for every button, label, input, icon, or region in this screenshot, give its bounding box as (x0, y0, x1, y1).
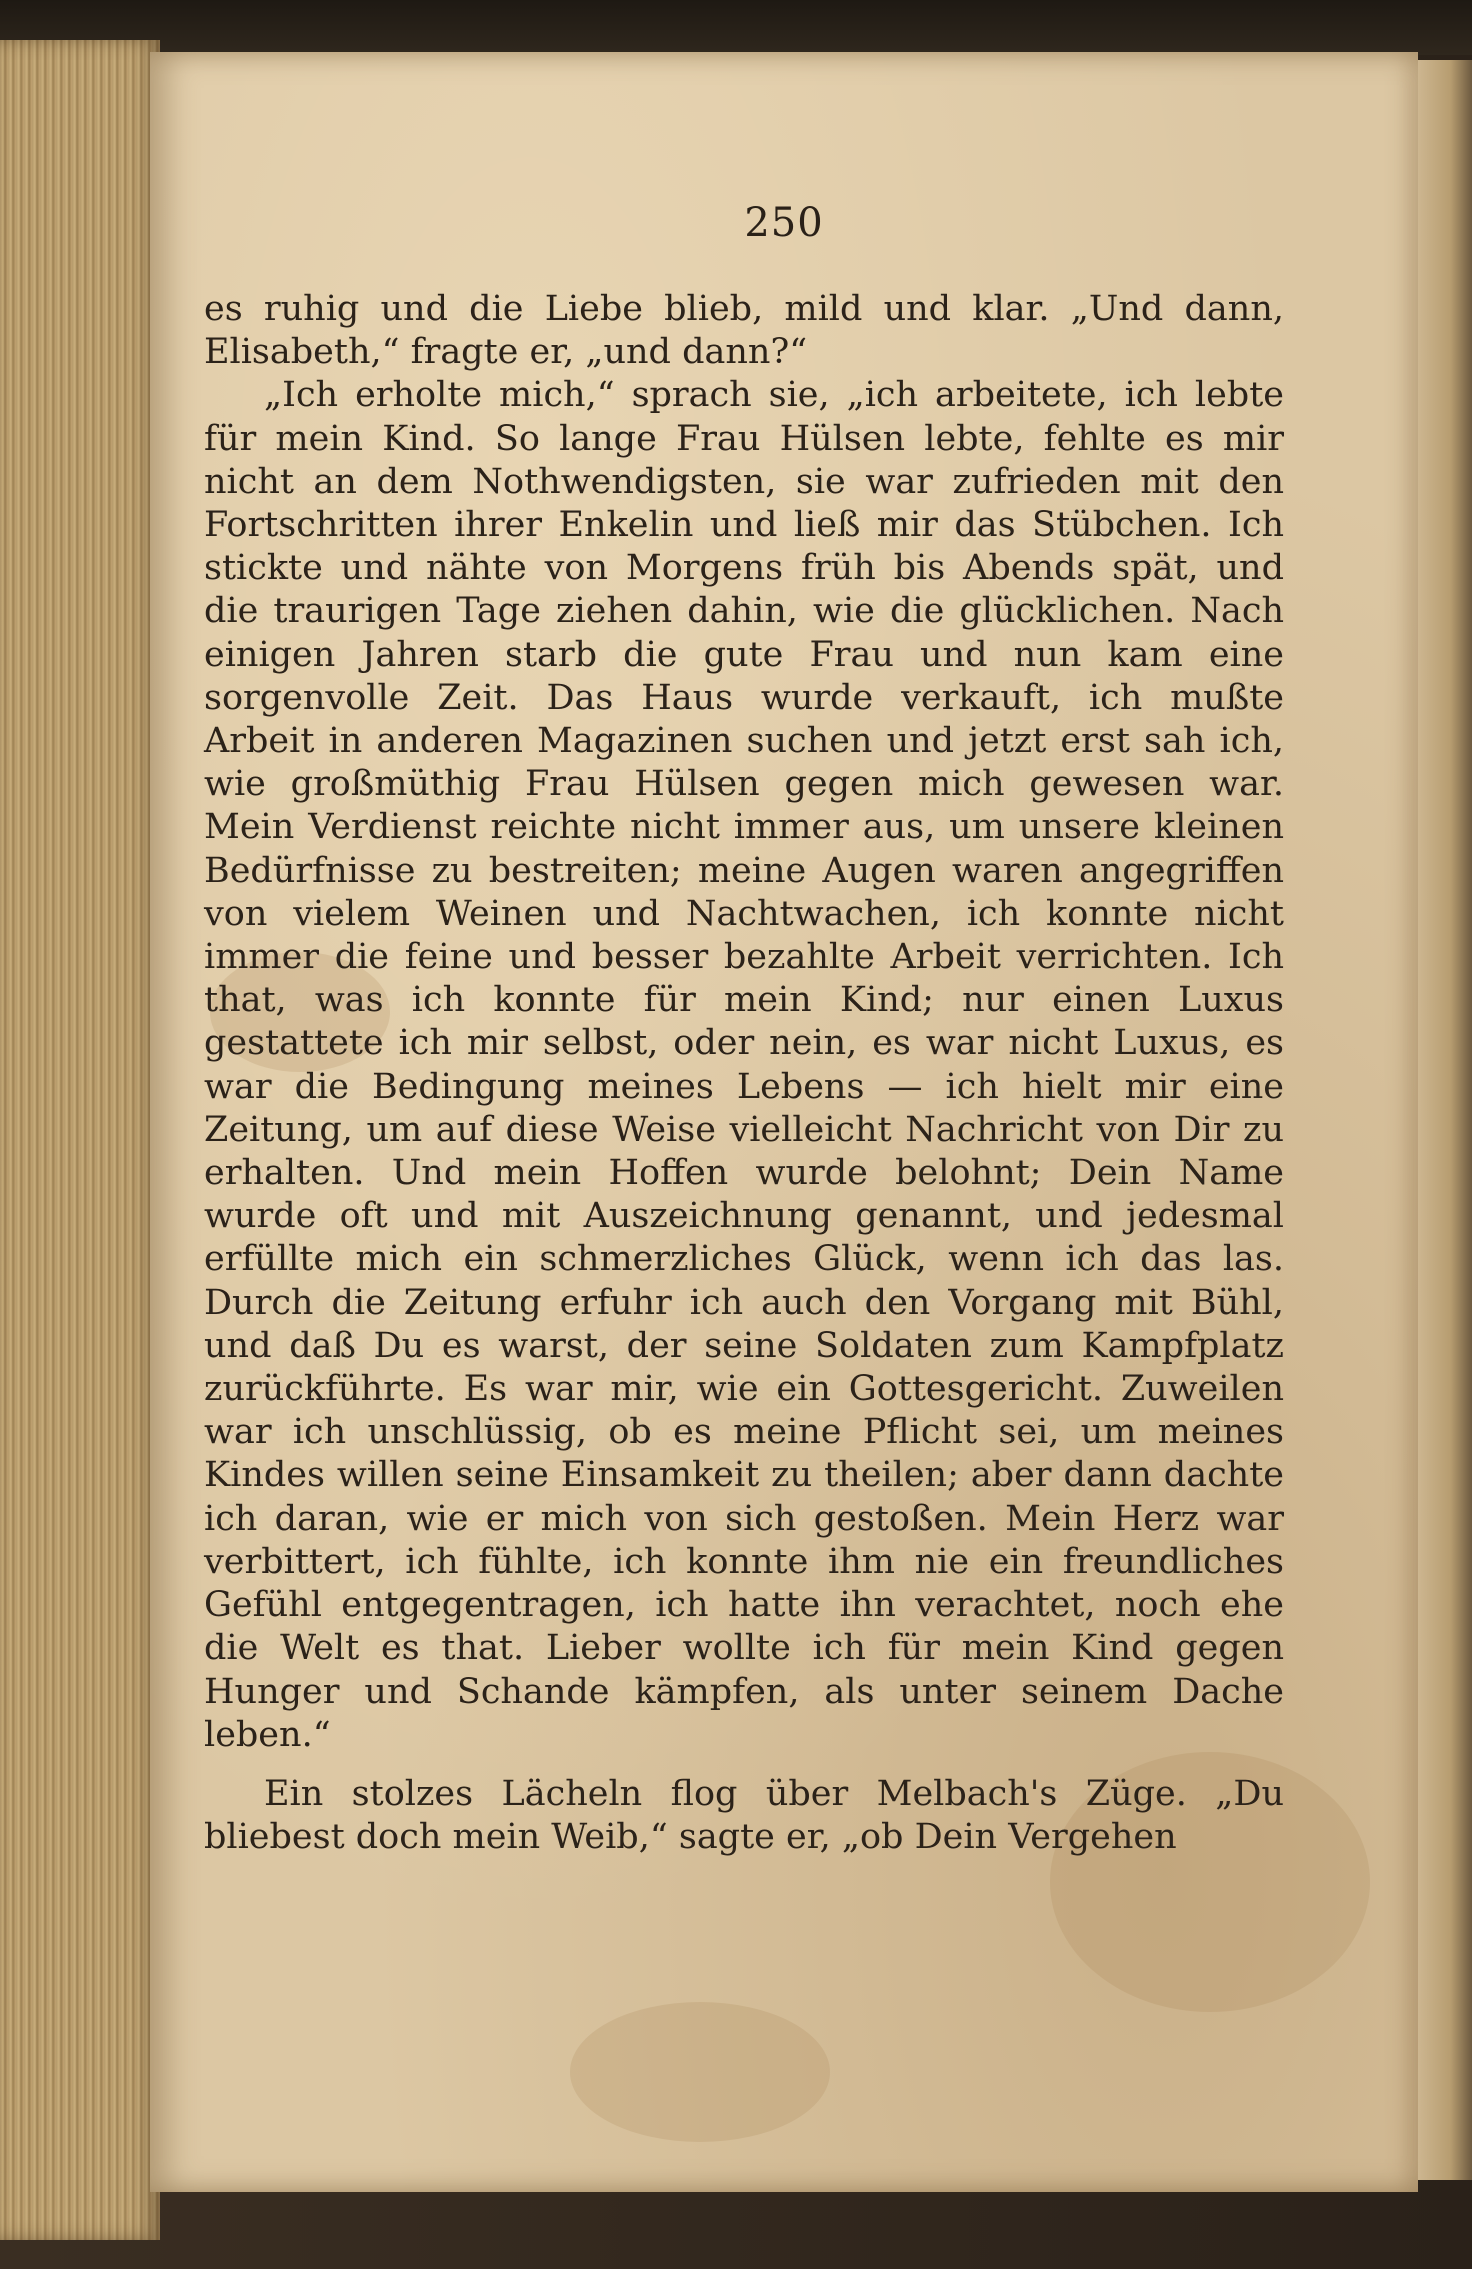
next-page-edge-right (1418, 60, 1472, 2180)
paragraph-continuation: es ruhig und die Liebe blieb, mild und klar. „Und dann, Elisabeth,“ fragte er, „und dann?“ (204, 289, 1284, 373)
page-stack-left-edge (0, 40, 160, 2240)
page-number: 250 (744, 200, 824, 246)
paragraph-elisabeth-speech: „Ich erholte mich,“ sprach sie, „ich arbeitete, ich lebte für mein Kind. So lange Frau Hülsen lebte, fehlte es mir nicht an dem Nothwendigsten, sie war zufrieden mit den Fortschritten ihrer Enkelin und ließ mir das Stübchen. Ich stickte und nähte von Morgens früh bis Abends spät, und die traurigen Tage ziehen dahin, wie die glücklichen. Nach einigen Jahren starb die gute Frau und nun kam eine sorgenvolle Zeit. Das Haus wurde verkauft, ich mußte Arbeit in anderen Magazinen suchen und jetzt erst sah ich, wie großmüthig Frau Hülsen gegen mich gewesen war. Mein Verdienst reichte nicht immer aus, um unsere kleinen Bedürfnisse zu bestreiten; meine Augen waren angegriffen von vielem Weinen und Nachtwachen, ich konnte nicht immer die feine und besser bezahlte Arbeit verrichten. Ich that, was ich konnte für mein Kind; nur einen Luxus gestattete ich mir selbst, oder nein, es war nicht Luxus, es war die Bedingung meines Lebens — ich hielt mir eine Zeitung, um auf diese Weise vielleicht Nachricht von Dir zu erhalten. Und mein Hoffen wurde belohnt; Dein Name wurde oft und mit Auszeichnung genannt, und jedesmal erfüllte mich ein schmerzliches Glück, wenn ich das las. Durch die Zeitung erfuhr ich auch den Vorgang mit Bühl, und daß Du es warst, der seine Soldaten zum Kampfplatz zurückführte. Es war mir, wie ein Gottesgericht. Zuweilen war ich unschlüssig, ob es meine Pflicht sei, um meines Kindes willen seine Einsamkeit zu theilen; aber dann dachte ich daran, wie er mich von sich gestoßen. Mein Herz war verbittert, ich fühlte, ich konnte ihm nie ein freundliches Gefühl entgegentragen, ich hatte ihn verachtet, noch ehe die Welt es that. Lieber wollte ich für mein Kind gegen Hunger und Schande kämpfen, als unter seinem Dache leben.“ (204, 375, 1284, 1755)
background-top-edge (0, 0, 1472, 55)
paragraph-melbach-reply: Ein stolzes Lächeln flog über Melbach's Züge. „Du bliebest doch mein Weib,“ sagte er, „ob Dein Vergehen (204, 1773, 1284, 1858)
paper-stain (570, 2002, 830, 2142)
page-body-text (204, 288, 1284, 1859)
